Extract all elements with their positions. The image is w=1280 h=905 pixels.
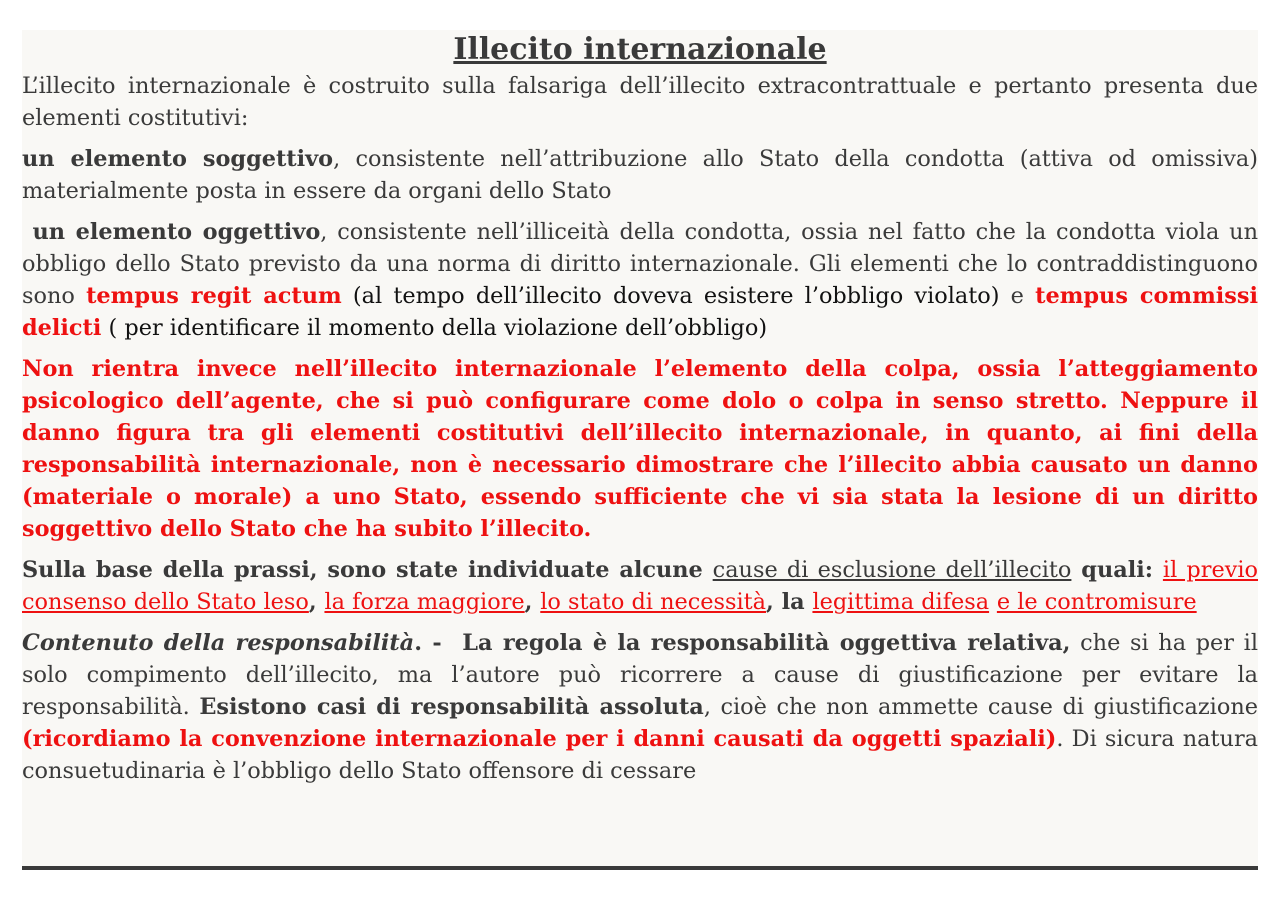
intro-paragraph	[22, 70, 1258, 134]
document-page	[22, 30, 1258, 866]
contenuto-ricordiamo: (ricordiamo la convenzione internazionale per i danni causati da oggetti spaziali)	[22, 726, 1057, 752]
oggettivo-text-1: , consistente nell’illiceità della condotta, ossia nel fatto che la condotta viola un obbligo dello Stato previsto da una norma di diritto internazionale. Gli elementi che lo contraddistinguono sono	[22, 219, 1258, 309]
tempus-regit-actum: tempus regit actum	[86, 283, 342, 309]
prassi-quali: quali:	[1071, 557, 1163, 583]
prassi-intro: Sulla base della prassi, sono state individuate alcune	[22, 557, 713, 583]
intro-text: L’illecito internazionale è costruito sulla falsariga dell’illecito extracontrattuale e pertanto presenta due elementi costitutivi:	[22, 73, 1258, 131]
oggettivo-text-3: ( per identificare il momento della violazione dell’obbligo)	[101, 315, 768, 341]
contenuto-regola: La regola è la responsabilità oggettiva relativa,	[462, 630, 1071, 656]
contenuto-dash: . -	[414, 630, 463, 656]
item-forza-maggiore: la forza maggiore	[324, 589, 525, 615]
contenuto-paragraph	[22, 627, 1258, 787]
contenuto-text-1: che si ha per il solo compimento dell’illecito, ma l’autore può ricorrere a cause di giustificazione per evitare la responsabilità.	[22, 630, 1258, 720]
colpa-paragraph: Non rientra invece nell’illecito internazionale l’elemento della colpa, ossia l’atteggiamento psicologico dell’agente, che si può configurare come dolo o colpa in senso stretto. Neppure il danno figura tra gli elementi costitutivi dell’illecito internazionale, in quanto, ai fini della responsabilità internazionale, non è necessario dimostrare che l’illecito abbia causato un danno (materiale o morale) a uno Stato, essendo sufficiente che vi sia stata la lesione di un diritto soggettivo dello Stato che ha subito l’illecito.	[22, 356, 1258, 542]
contenuto-text-3: . Di sicura natura consuetudinaria è l’obbligo dello Stato offensore di cessare	[22, 726, 1258, 784]
tempus-commissi-delicti: tempus commissi delicti	[22, 283, 1259, 341]
item-legittima-difesa: legittima difesa	[812, 589, 990, 615]
item-previo: il previo	[1162, 557, 1259, 583]
oggettivo-conjunction: e	[1010, 283, 1036, 309]
contenuto-heading: Contenuto della responsabilità	[22, 630, 415, 656]
cause-esclusione-link: cause di esclusione dell’illecito	[712, 557, 1072, 583]
oggettivo-text-2: (al tempo dell’illecito doveva esistere l’obbligo violato)	[341, 283, 1011, 309]
soggettivo-paragraph	[22, 143, 1258, 207]
item-contromisure: e le contromisure	[996, 589, 1197, 615]
item-consenso: consenso dello Stato leso	[22, 589, 309, 615]
soggettivo-text: , consistente nell’attribuzione allo Stato della condotta (attiva od omissiva) materialmente posta in essere da organi dello Stato	[22, 146, 1258, 204]
oggettivo-term: un elemento oggettivo	[22, 219, 321, 245]
contenuto-esistono: Esistono casi di responsabilità assoluta	[199, 694, 704, 720]
item-stato-necessita: lo stato di necessità	[540, 589, 767, 615]
contenuto-text-2: , cioè che non ammette cause di giustificazione	[703, 694, 1258, 720]
document-title: Illecito internazionale	[453, 32, 827, 67]
prassi-la: , la	[766, 589, 813, 615]
prassi-paragraph: Sulla base della prassi, sono state individuate alcune cause di esclusione dell’illecito quali: il previo consenso dello Stato leso, la forza maggiore, lo stato di necessità, la legittima difesa e le contromisure	[22, 557, 1259, 615]
bottom-rule	[22, 866, 1258, 870]
soggettivo-term: un elemento soggettivo	[22, 146, 334, 172]
oggettivo-paragraph	[22, 216, 1258, 344]
